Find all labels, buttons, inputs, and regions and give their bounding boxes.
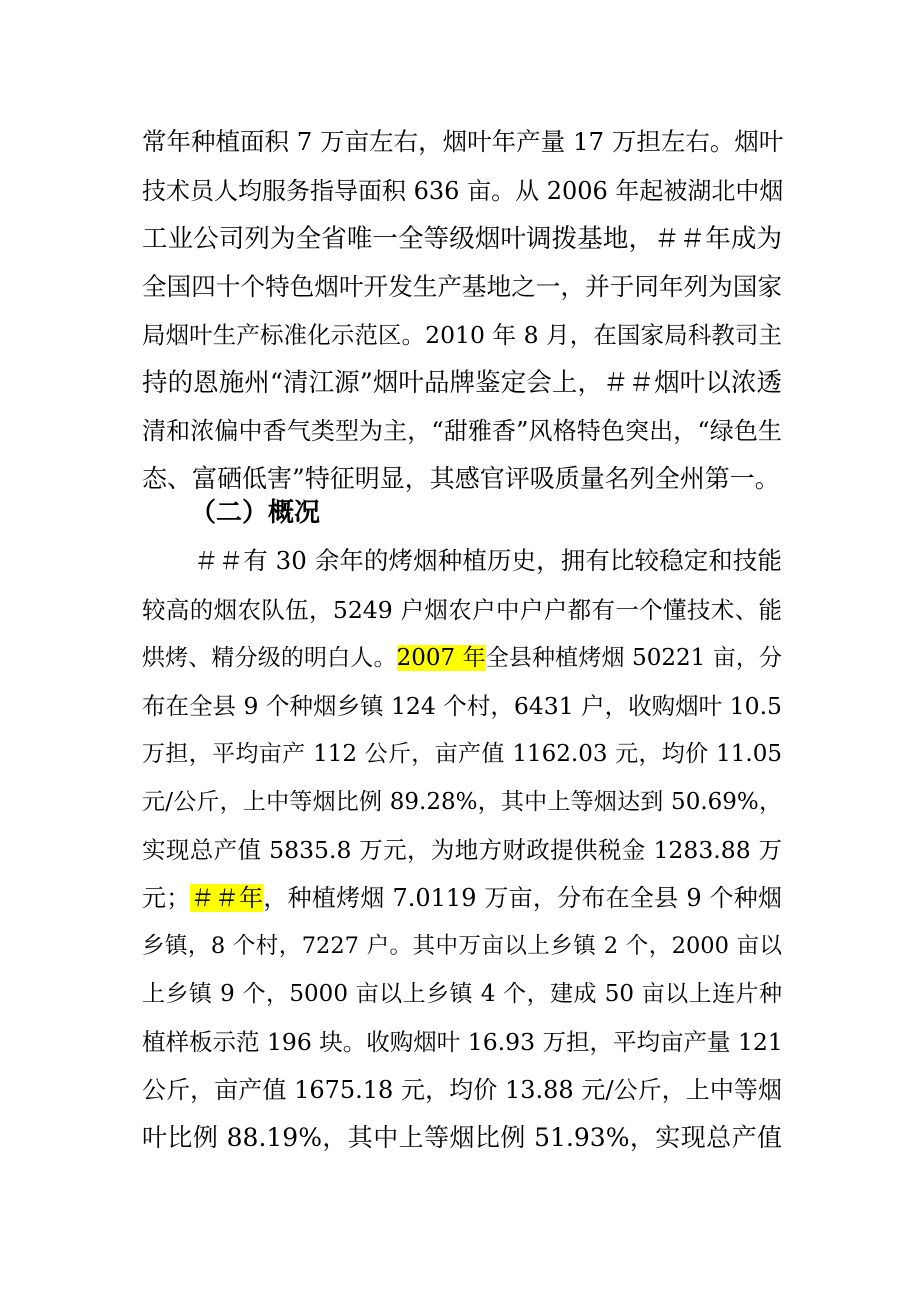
paragraph-line: 叶比例 88.19%，其中上等烟比例 51.93%，实现总产值 (142, 1123, 782, 1152)
paragraph-line: 全国四十个特色烟叶开发生产基地之一，并于同年列为国家 (142, 272, 782, 301)
paragraph-line: 万担，平均亩产 112 公斤，亩产值 1162.03 元，均价 11.05 (142, 741, 782, 767)
highlighted-text: 2007 年 (396, 645, 486, 671)
text-segment: ，种植烤烟 7.0119 万亩，分布在全县 9 个种烟 (263, 884, 783, 912)
paragraph-line: 工业公司列为全省唯一全等级烟叶调拨基地，＃＃年成为 (142, 224, 782, 254)
paragraph-line: 技术员人均服务指导面积 636 亩。从 2006 年起被湖北中烟 (142, 177, 784, 205)
paragraph-line: 局烟叶生产标准化示范区。2010 年 8 月，在国家局科教司主 (142, 321, 782, 349)
section-heading: （二）概况 (190, 498, 321, 528)
text-segment: 元； (142, 884, 191, 912)
paragraph-line: 态、富硒低害”特征明显，其感官评吸质量名列全州第一。 (142, 464, 780, 493)
paragraph-line: 乡镇，8 个村，7227 户。其中万亩以上乡镇 2 个，2000 亩以 (142, 933, 782, 959)
paragraph-line (142, 878, 782, 918)
paragraph-line: 布在全县 9 个种烟乡镇 124 个村，6431 户，收购烟叶 10.5 (142, 692, 782, 720)
highlighted-text: ＃＃年 (190, 884, 264, 912)
paragraph-line: 常年种植面积 7 万亩左右，烟叶年产量 17 万担左右。烟叶 (142, 127, 784, 156)
paragraph-line: 清和浓偏中香气类型为主，“甜雅香”风格特色突出，“绿色生 (142, 417, 782, 445)
paragraph-line (142, 638, 782, 678)
paragraph-line: 元/公斤，上中等烟比例 89.28%，其中上等烟达到 50.69%， (142, 789, 782, 815)
text-segment: 烘烤、精分级的明白人。 (142, 645, 397, 671)
text-segment: 全县种植烤烟 50221 亩，分 (485, 645, 782, 671)
paragraph-line: 上乡镇 9 个，5000 亩以上乡镇 4 个，建成 50 亩以上连片种 (142, 981, 782, 1007)
paragraph-line: ＃＃有 30 余年的烤烟种植历史，拥有比较稳定和技能 (194, 546, 782, 575)
paragraph-line: 植样板示范 196 块。收购烟叶 16.93 万担，平均亩产量 121 (142, 1028, 783, 1056)
paragraph-line: 较高的烟农队伍，5249 户烟农户中户户都有一个懂技术、能 (142, 596, 782, 624)
paragraph-line: 持的恩施州“清江源”烟叶品牌鉴定会上，＃＃烟叶以浓透 (142, 368, 782, 398)
paragraph-line: 实现总产值 5835.8 万元，为地方财政提供税金 1283.88 万 (142, 836, 782, 864)
paragraph-line: 公斤，亩产值 1675.18 元，均价 13.88 元/公斤，上中等烟 (142, 1076, 782, 1104)
